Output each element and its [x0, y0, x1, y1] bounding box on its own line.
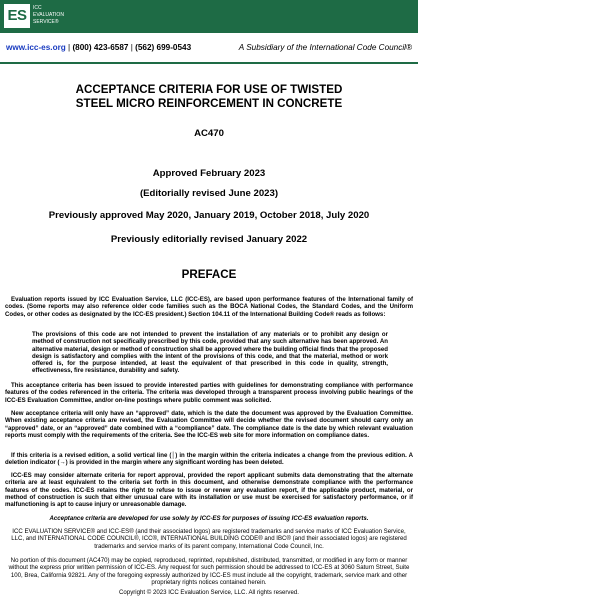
phone-2: (562) 699-0543	[135, 43, 192, 52]
paragraph-4: If this criteria is a revised edition, a solid vertical line (│) in the margin within the criteria indicates a change from the previous edition. A deletion indicator (→) is provided in the margin where any significant wording has been deleted.	[5, 452, 413, 467]
logo-line-1: ICC	[33, 5, 42, 11]
logo-mark: ES	[7, 7, 27, 24]
paragraph-2: This acceptance criteria has been issued to provide interested parties with guidelines for demonstrating compliance with performance features of the codes referenced in the criteria. The criteria was developed through a transparent process involving public hearings of the ICC-ES Evaluation Committee, and/or on-line postings where public comment was solicited.	[5, 382, 413, 404]
usage-notice: Acceptance criteria are developed for use solely by ICC-ES for purposes of issuing ICC-ES evaluation reports.	[49, 515, 369, 522]
paragraph-1: Evaluation reports issued by ICC Evaluation Service, LLC (ICC-ES), are based upon performance features of the International family of codes. (Some reports may also reference older code families such as the BOCA National Codes, the Standard Codes, and the Uniform Codes, or other codes as designated by the ICC-ES president.) Section 104.11 of the International Building Code® reads as follows:	[5, 296, 413, 318]
logo-line-2: EVALUATION	[33, 12, 64, 18]
document-number: AC470	[194, 128, 224, 139]
logo-text	[33, 5, 64, 26]
code-quote: The provisions of this code are not intended to prevent the installation of any materials or to prohibit any design or method of construction not specifically prescribed by this code, provided that any such alternative has been approved. An alternative material, design or method of construction shall be approved where the building official finds that the proposed design is satisfactory and complies with the intent of the provisions of this code, and that the material, method or work offered is, for the purpose intended, at least the equivalent of that prescribed in this code in quality, strength, effectiveness, fire resistance, durability and safety.	[32, 331, 388, 375]
previously-editorial: Previously editorially revised January 2022	[110, 234, 308, 245]
phone-1: (800) 423-6587	[72, 43, 129, 52]
header-rule	[0, 62, 418, 64]
preface-heading: PREFACE	[181, 268, 237, 281]
subsidiary-text: A Subsidiary of the International Code Council®	[238, 43, 412, 52]
paragraph-3: New acceptance criteria will only have an “approved” date, which is the date the document was approved by the Evaluation Committee. When existing acceptance criteria are revised, the Evaluation Committee will decide whether the revised document should carry only an “approved” date, or an “approved” date combined with a “compliance” date. The compliance date is the date by which relevant evaluation reports must comply with the requirements of the criteria. See the ICC-ES web site for more information on compliance dates.	[5, 410, 413, 439]
trademark-notice: ICC EVALUATION SERVICE® and ICC-ES® (and their associated logos) are registered trademarks and service marks of ICC Evaluation Service, LLC, and INTERNATIONAL CODE COUNCIL®, ICC®, INTERNATIONAL BUILDING CODE® and IBC® (and their associated logos) are registered trademarks and service marks of its parent company, International Code Council, Inc.	[11, 528, 407, 550]
approved-date: Approved February 2023	[152, 168, 266, 179]
copyright-notice: Copyright © 2023 ICC Evaluation Service, LLC. All rights reserved.	[119, 589, 299, 596]
editorial-revision: (Editorially revised June 2023)	[139, 188, 279, 199]
paragraph-5: ICC-ES may consider alternate criteria for report approval, provided the report applicant submits data demonstrating that the alternate criteria are at least equivalent to the criteria set forth in this document, and otherwise demonstrate compliance with the performance features of the codes. ICC-ES retains the right to refuse to issue or renew any evaluation report, if the applicable product, material, or method of construction is such that either unusual care with its installation or use must be exercised for satisfactory performance, or if malfunctioning is apt to cause injury or unreasonable damage.	[5, 472, 413, 509]
previously-approved: Previously approved May 2020, January 2019, October 2018, July 2020	[48, 210, 370, 221]
title-line-1: ACCEPTANCE CRITERIA FOR USE OF TWISTED	[75, 83, 343, 96]
separator: |	[68, 43, 73, 52]
title-line-2: STEEL MICRO REINFORCEMENT IN CONCRETE	[75, 97, 343, 110]
separator: |	[130, 43, 136, 52]
website-link[interactable]: www.icc-es.org	[6, 43, 66, 52]
contact-row	[6, 41, 416, 55]
logo-line-3: SERVICE®	[33, 19, 59, 25]
icc-es-logo	[4, 4, 30, 28]
header-banner	[0, 0, 418, 33]
reproduction-notice: No portion of this document (AC470) may be copied, reproduced, reprinted, republished, distributed, transmitted, or modified in any form or manner without the express prior written permission of ICC-ES. Any request for such permission should be addressed to ICC-ES at 3060 Saturn Street, Suite 100, Brea, California 92821. Any of the foregoing expressly authorized by ICC-ES must include all the copyright, trademark, service mark and other proprietary rights notices contained herein.	[8, 557, 410, 586]
